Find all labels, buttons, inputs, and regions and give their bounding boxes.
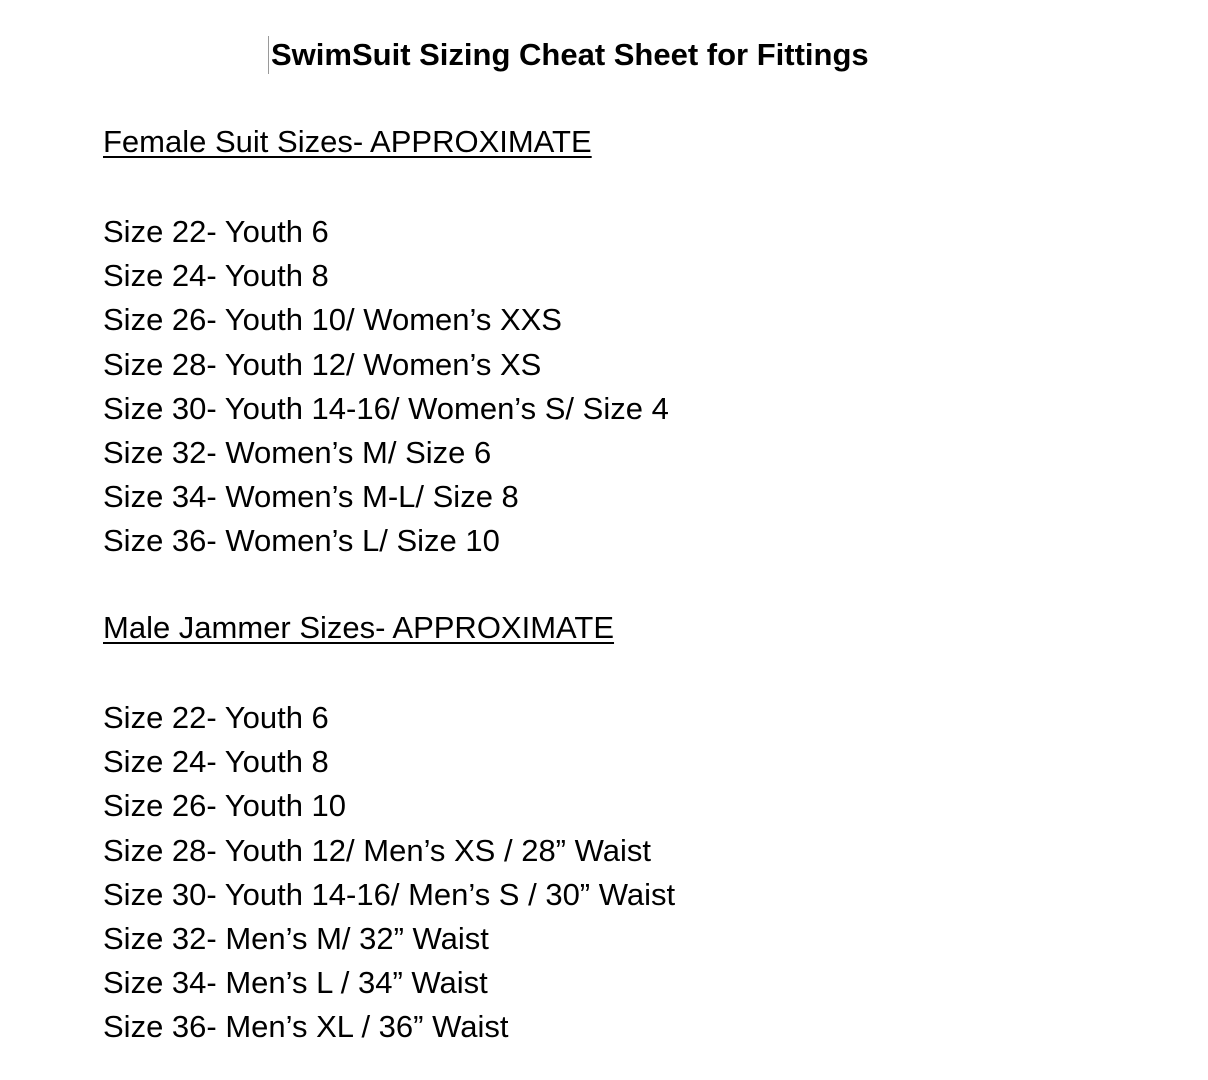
female-size-item[interactable]: Size 22- Youth 6	[103, 214, 329, 249]
male-size-item[interactable]: Size 28- Youth 12/ Men’s XS / 28” Waist	[103, 832, 651, 868]
text-cursor	[268, 36, 269, 74]
document-title[interactable]: SwimSuit Sizing Cheat Sheet for Fittings	[271, 37, 869, 72]
male-size-item[interactable]: Size 34- Men’s L / 34” Waist	[103, 965, 488, 1001]
female-size-item[interactable]: Size 32- Women’s M/ Size 6	[103, 435, 492, 471]
female-size-item[interactable]: Size 30- Youth 14-16/ Women’s S/ Size 4	[103, 390, 669, 426]
female-size-item[interactable]: Size 26- Youth 10/ Women’s XXS	[103, 302, 562, 338]
female-size-item[interactable]: Size 24- Youth 8	[103, 258, 329, 294]
male-size-item[interactable]: Size 24- Youth 8	[103, 744, 329, 780]
male-size-item[interactable]: Size 32- Men’s M/ 32” Waist	[103, 921, 489, 957]
female-sizes-section	[103, 122, 1103, 564]
male-sizes-heading[interactable]: Male Jammer Sizes- APPROXIMATE	[103, 610, 615, 645]
male-size-item[interactable]: Size 36- Men’s XL / 36” Waist	[103, 1009, 509, 1045]
female-size-item[interactable]: Size 36- Women’s L/ Size 10	[103, 523, 500, 559]
male-size-item[interactable]: Size 30- Youth 14-16/ Men’s S / 30” Waist	[103, 876, 676, 912]
male-sizes-list	[103, 696, 1103, 1050]
female-sizes-list	[103, 210, 1103, 564]
female-size-item[interactable]: Size 28- Youth 12/ Women’s XS	[103, 346, 542, 382]
female-sizes-heading[interactable]: Female Suit Sizes- APPROXIMATE	[103, 124, 592, 159]
male-sizes-section	[103, 608, 1103, 1050]
male-size-item[interactable]: Size 26- Youth 10	[103, 788, 347, 824]
male-size-item[interactable]: Size 22- Youth 6	[103, 700, 329, 735]
female-size-item[interactable]: Size 34- Women’s M-L/ Size 8	[103, 479, 519, 515]
